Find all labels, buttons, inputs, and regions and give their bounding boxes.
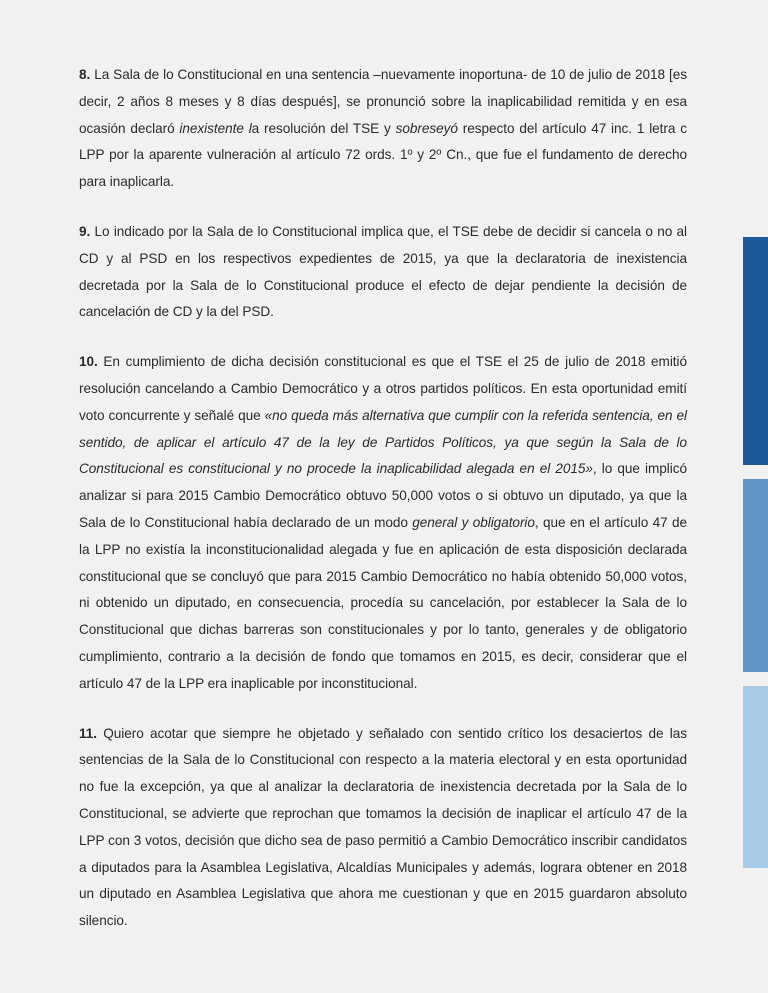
paragraph-text: , lo que implicó analizar si para 2015 Cambio Democrático obtuvo 50,000 votos o si obtuvo un diputado, ya que la Sala de lo Constitucional había declarado de un modo [79, 461, 687, 530]
paragraph-text: En cumplimiento de dicha decisión constitucional es que el TSE el 25 de julio de 2018 emitió resolución cancelando a Cambio Democrático y a otros partidos políticos. En esta oportunidad emití voto concurrente y señalé que [79, 354, 687, 423]
paragraph-number: 10. [79, 354, 98, 370]
paragraph-text: La Sala de lo Constitucional en una sentencia –nuevamente inoportuna- de 10 de julio de 2018 [es decir, 2 años 8 meses y 8 días después], se pronunció sobre la inaplicabilidad remitida y en esa ocasión declaró [79, 67, 687, 136]
paragraph-text: a resolución del TSE y [251, 120, 396, 136]
paragraph-text: Lo indicado por la Sala de lo Constitucional implica que, el TSE debe de decidir si cancela o no al CD y al PSD en los respectivos expedientes de 2015, ya que la declaratoria de inexistencia decretada por la Sala de lo Constitucional produce el efecto de dejar pendiente la decisión de cancelación de CD y la del PSD. [79, 223, 687, 320]
paragraph-number: 11. [79, 725, 97, 741]
side-tab-light-blue [743, 686, 768, 868]
paragraph-italic-text: sobreseyó [395, 120, 458, 136]
paragraph-text: respecto del artículo 47 inc. 1 letra c LPP por la aparente vulneración al artículo 72 ords. 1º y 2º Cn., que fue el fundamento de derecho para inaplicarla. [79, 120, 687, 190]
paragraph-9 [79, 219, 687, 326]
document-body [79, 62, 687, 958]
side-tab-dark-blue [743, 237, 768, 465]
paragraph-8 [79, 62, 687, 196]
paragraph-number: 8. [79, 67, 91, 82]
paragraph-10 [79, 349, 687, 697]
side-tab-medium-blue [743, 479, 768, 672]
paragraph-italic-quote: «no queda más alternativa que cumplir con la referida sentencia, en el sentido, de aplicar el artículo 47 de la ley de Partidos Políticos, ya que según la Sala de lo Constitucional es constitucional y no procede la inaplicabilidad alegada en el 2015» [79, 407, 687, 477]
paragraph-italic-text: inexistente l [179, 120, 252, 136]
paragraph-11 [79, 721, 687, 935]
paragraph-number: 9. [79, 223, 91, 239]
paragraph-text: Quiero acotar que siempre he objetado y señalado con sentido crítico los desaciertos de las sentencias de la Sala de lo Constitucional con respecto a la materia electoral y en esta oportunidad no fue la excepción, ya que al analizar la declaratoria de inexistencia decretada por la Sala de lo Constitucional, se advierte que reprochan que tomamos la decisión de inaplicar el artículo 47 de la LPP con 3 votos, decisión que dicho sea de paso permitió a Cambio Democrático inscribir candidatos a diputados para la Asamblea Legislativa, Alcaldías Municipales y además, lograra obtener en 2018 un diputado en Asamblea Legislativa que ahora me cuestionan y que en 2015 guardaron absoluto silencio. [79, 725, 687, 929]
paragraph-italic-text: general y obligatorio [412, 514, 535, 530]
paragraph-text: , que en el artículo 47 de la LPP no existía la inconstitucionalidad alegada y fue en aplicación de esta disposición declarada constitucional que se concluyó que para 2015 Cambio Democrático no había obtenido 50,000 votos, ni obtenido un diputado, en consecuencia, procedía su cancelación, por establecer la Sala de lo Constitucional que dichas barreras son constitucionales y por lo tanto, generales y de obligatorio cumplimiento, contrario a la decisión de fondo que tomamos en 2015, es decir, considerar que el artículo 47 de la LPP era inaplicable por inconstitucional. [79, 514, 688, 691]
